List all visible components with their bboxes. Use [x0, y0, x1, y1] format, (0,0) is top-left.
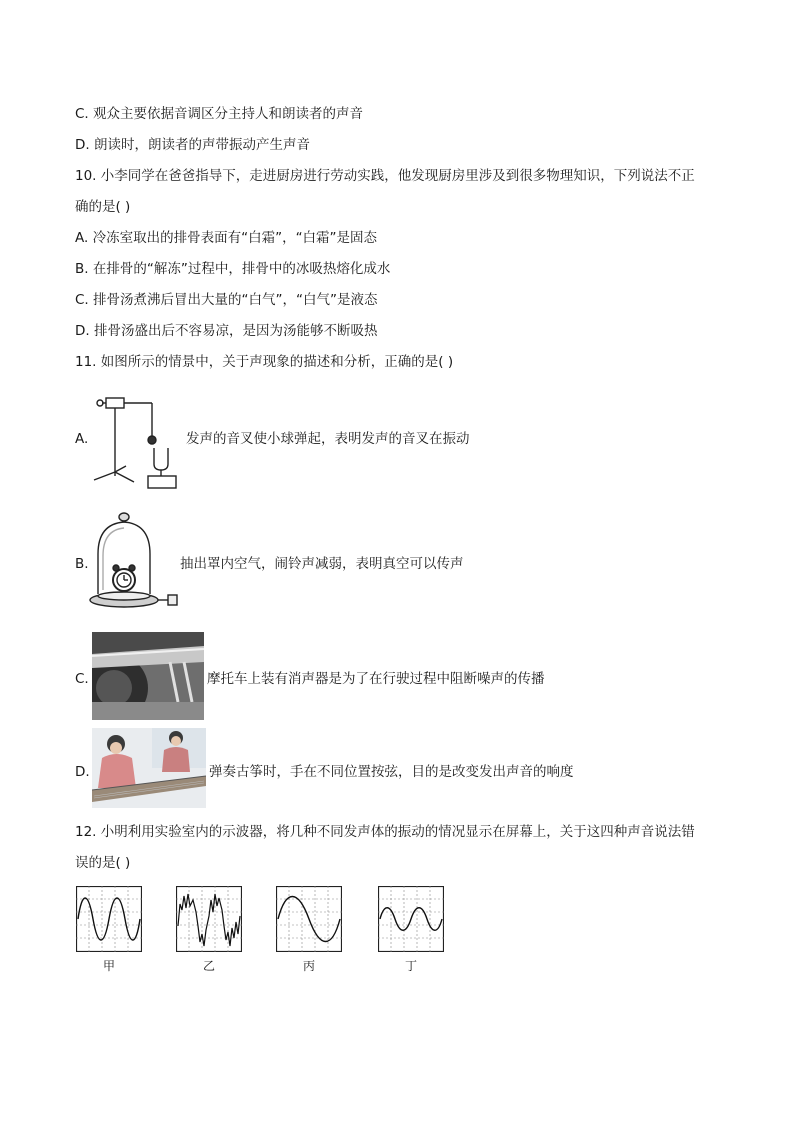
- q10-option-d: D. 排骨汤盛出后不容易凉，是因为汤能够不断吸热: [75, 323, 378, 339]
- oscilloscope-screen-bing: [276, 886, 342, 952]
- q10-stem-line-2: 确的是( ): [75, 199, 131, 215]
- guzheng-players-photo: [92, 728, 206, 808]
- q9-option-c: C. 观众主要依据音调区分主持人和朗读者的声音: [75, 106, 364, 122]
- q9-option-d: D. 朗读时，朗读者的声带振动产生声音: [75, 137, 310, 153]
- oscilloscope-label-yi: 乙: [202, 959, 215, 973]
- q10-option-c: C. 排骨汤煮沸后冒出大量的“白气”，“白气”是液态: [75, 292, 378, 308]
- q12-stem-line-2: 误的是( ): [75, 855, 131, 871]
- oscilloscope-label-bing: 丙: [302, 959, 315, 973]
- q11-option-b-text: 抽出罩内空气，闹铃声减弱，表明真空可以传声: [180, 556, 464, 572]
- tuning-fork-figure: [88, 392, 182, 492]
- motorcycle-muffler-photo: [92, 632, 204, 720]
- q11-option-c-text: 摩托车上装有消声器是为了在行驶过程中阻断噪声的传播: [207, 671, 545, 687]
- q10-option-a: A. 冷冻室取出的排骨表面有“白霜”，“白霜”是固态: [75, 230, 378, 246]
- bell-jar-figure: [88, 510, 182, 614]
- oscilloscope-label-ding: 丁: [404, 959, 417, 973]
- oscilloscope-screen-yi: [176, 886, 242, 952]
- q10-stem-line-1: 10. 小李同学在爸爸指导下，走进厨房进行劳动实践，他发现厨房里涉及到很多物理知识，下列说法不正: [75, 168, 695, 184]
- oscilloscope-screen-ding: [378, 886, 444, 952]
- q11-option-d-text: 弹奏古筝时，手在不同位置按弦，目的是改变发出声音的响度: [209, 764, 574, 780]
- q12-stem-line-1: 12. 小明利用实验室内的示波器，将几种不同发声体的振动的情况显示在屏幕上，关于这四种声音说法错: [75, 824, 695, 840]
- q10-option-b: B. 在排骨的“解冻”过程中，排骨中的冰吸热熔化成水: [75, 261, 391, 277]
- q11-option-c-letter: C.: [75, 671, 89, 687]
- oscilloscope-label-jia: 甲: [102, 959, 115, 973]
- q11-option-a-text: 发声的音叉使小球弹起，表明发声的音叉在振动: [186, 431, 470, 447]
- q11-stem: 11. 如图所示的情景中，关于声现象的描述和分析，正确的是( ): [75, 354, 454, 370]
- q11-option-a-letter: A.: [75, 431, 89, 447]
- oscilloscope-screen-jia: [76, 886, 142, 952]
- q11-option-d-letter: D.: [75, 764, 90, 780]
- q11-option-b-letter: B.: [75, 556, 89, 572]
